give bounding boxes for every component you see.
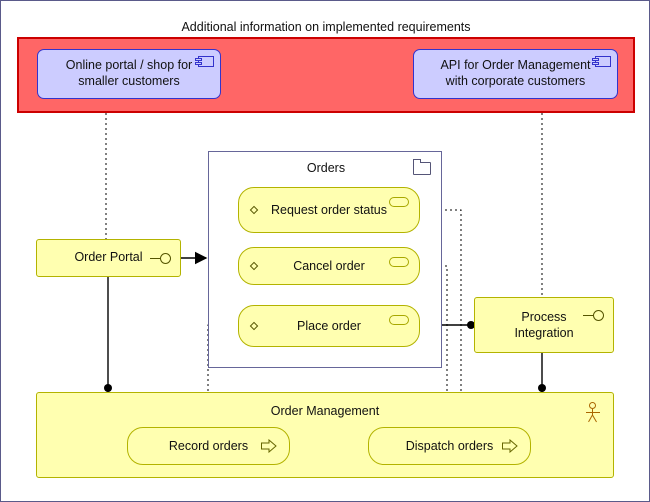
- node-order-portal[interactable]: [36, 239, 181, 277]
- node-label: Order Portal: [74, 250, 143, 265]
- node-label: Order Management: [270, 404, 380, 418]
- service-cancel-order[interactable]: [238, 247, 420, 285]
- component-label-line1: API for Order Management: [440, 58, 591, 73]
- component-icon: [198, 56, 214, 67]
- service-marker-icon: [250, 206, 258, 214]
- application-component-online-portal[interactable]: [37, 49, 221, 99]
- interface-icon: [583, 310, 607, 322]
- service-label: Cancel order: [293, 259, 365, 273]
- component-label-line2: with corporate customers: [445, 74, 586, 88]
- service-label: Request order status: [270, 203, 388, 217]
- component-icon: [595, 56, 611, 67]
- node-label-line1: Process: [521, 309, 567, 324]
- node-label-line2: Integration: [514, 326, 574, 340]
- application-component-api-order-management[interactable]: [413, 49, 618, 99]
- service-icon: [389, 257, 409, 267]
- grouping-title: Orders: [306, 161, 346, 175]
- service-icon: [389, 315, 409, 325]
- service-request-order-status[interactable]: [238, 187, 420, 233]
- process-arrow-icon: [261, 439, 277, 453]
- process-dispatch-orders[interactable]: [368, 427, 531, 465]
- component-label-line1: Online portal / shop for: [65, 58, 193, 73]
- service-icon: [389, 197, 409, 207]
- process-record-orders[interactable]: [127, 427, 290, 465]
- node-process-integration[interactable]: [474, 297, 614, 353]
- process-label: Record orders: [168, 439, 249, 453]
- service-marker-icon: [250, 322, 258, 330]
- process-arrow-icon: [502, 439, 518, 453]
- actor-icon: [585, 402, 601, 422]
- component-label-line2: smaller customers: [78, 74, 180, 88]
- folder-icon: [413, 162, 431, 175]
- process-label: Dispatch orders: [405, 439, 494, 453]
- interface-icon: [150, 253, 174, 265]
- page-title: Additional information on implemented requirements: [181, 20, 471, 34]
- service-marker-icon: [250, 262, 258, 270]
- service-place-order[interactable]: [238, 305, 420, 347]
- service-label: Place order: [297, 319, 361, 333]
